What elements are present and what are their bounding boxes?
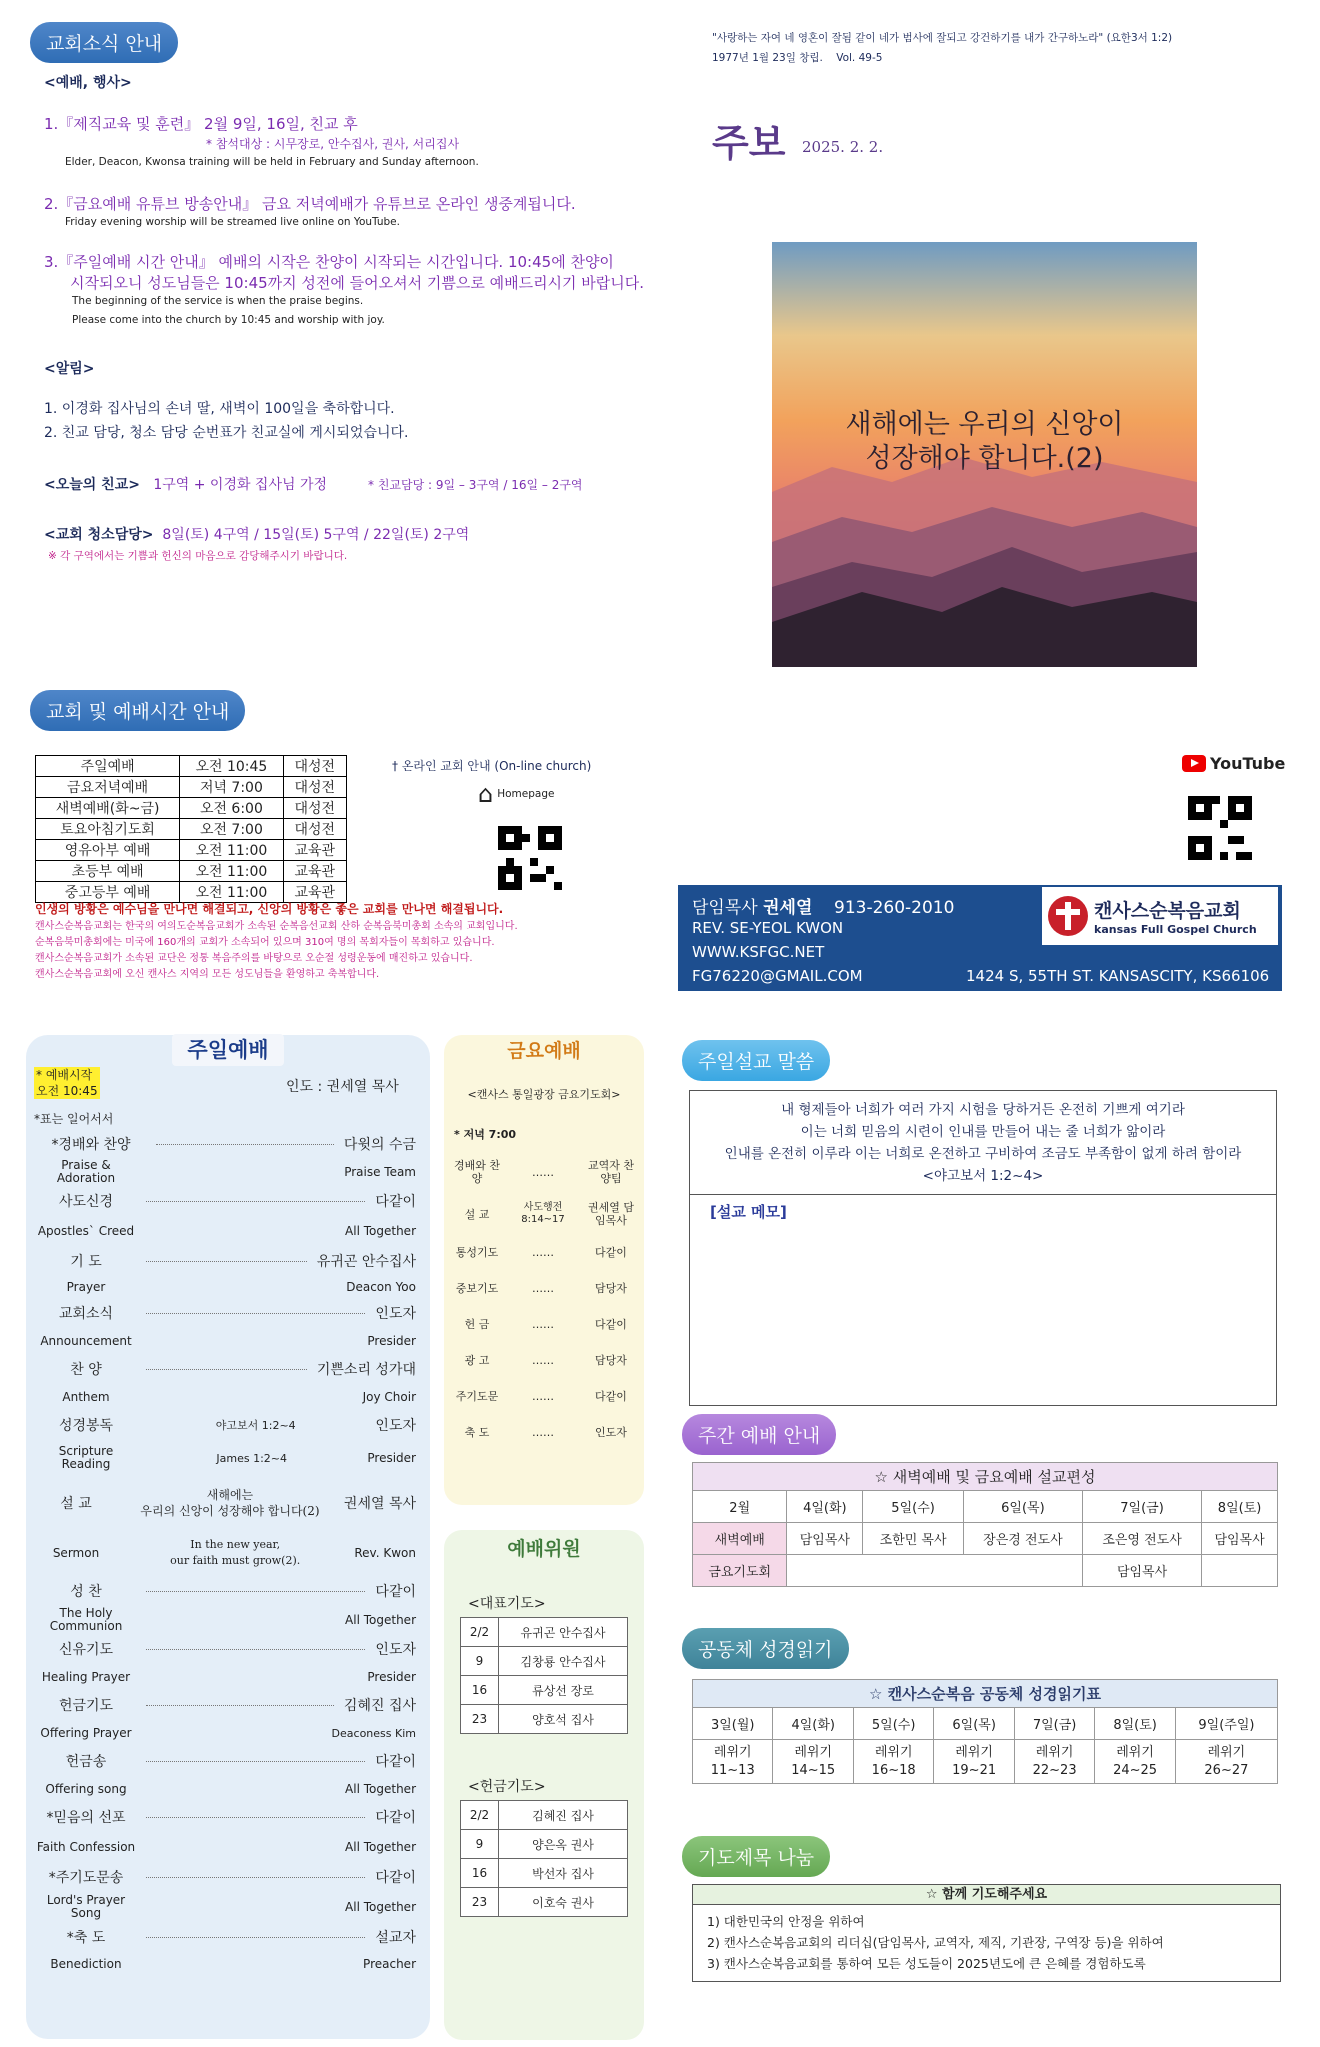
order-item: 신유기도 인도자 [58,1642,416,1658]
bible-reading-table [692,1679,1278,1784]
prayer-header: 기도제목 나눔 [682,1836,830,1877]
sermon-memo-label: [설교 메모] [710,1203,787,1221]
table-row: 초등부 예배 오전 11:00 교육관 [36,861,347,882]
worship-leader: 인도 : 권세열 목사 [286,1079,399,1095]
list-item: 3) 캔사스순복음교회를 통하여 모든 성도들이 2025년도에 큰 은혜를 경험하도록 [707,1956,1146,1971]
bulletin-title: 주보 [712,120,786,165]
table-row: 금요저녁예배 저녁 7:00 대성전 [36,777,347,798]
home-icon: ⌂ [478,780,494,808]
cleaning-note: ※ 각 구역에서는 기쁨과 헌신의 마음으로 감당해주시기 바랍니다. [48,550,348,562]
table-row: 3일(월) 4일(화) 5일(수) 6일(목) 7일(금) 8일(토) 9일(주일) [693,1708,1278,1740]
online-church-label: † 온라인 교회 안내 (On-line church) [392,759,592,773]
order-item: 광 고 …… 담당자 [464,1353,627,1367]
stand-note: *표는 일어서서 [34,1112,114,1126]
sunday-worship-header: 주일예배 [172,1034,284,1066]
offering-prayer-table [460,1800,628,1917]
homepage-link[interactable]: ⌂ Homepage [478,780,555,808]
sermon-header: 주일설교 말씀 [682,1040,830,1081]
church-email[interactable]: FG76220@GMAIL.COM [692,967,863,985]
worship-start: * 예배시작 오전 10:45 [36,1068,98,1098]
table-row: 16 박선자 집사 [461,1859,628,1888]
table-row: 새벽예배(화~금) 오전 6:00 대성전 [36,798,347,819]
table-row: 토요아침기도회 오전 7:00 대성전 [36,819,347,840]
table-row: 레위기 11~13 레위기 14~15 레위기 16~18 레위기 19~21 레위기 22~23 레위기 24~25 레위기 26~27 [693,1740,1278,1784]
order-item: *주기도문송 다같이 [48,1870,416,1886]
pastor-line: 담임목사 권세열 913-260-2010 [692,898,955,918]
table-row: 23 양호석 집사 [461,1705,628,1734]
news-item-3-en2: Please come into the church by 10:45 and worship with joy. [72,314,385,326]
sunday-order: *경배와 찬양 다윗의 수금 Praise & Adoration Praise Team 사도신경 다같이 Apostles` Creed All Together 기 도 유귀곤 안수집사 Prayer Deacon Yoo 교회소식 인도자 Announcement Presider 찬 양 기쁜소리 성가대 Anthem Joy Choir 성경봉독 야고보서 1:2~4 인도자 Scripture Reading James 1:2~4 Presider 설 교 새해에는 우리의 신앙이 성장해야 합니다(2) 권세열 목사 Sermon In the new year, our faith must grow(2). Rev. Kwon 성 찬 다같이 The Holy Communion All Together 신유기도 인도자 Healing Prayer Presider 헌금기도 김혜진 집사 Offering Prayer Deaconess Kim 헌금송 다같이 Offering song All Together *믿음의 선포 다같이 Faith Confession All Together *주기도문송 다같이 Lord's Prayer Song All Together *축 도 설교자 Benediction Preacher [36,1132,416,1978]
news-item-2-en: Friday evening worship will be streamed live online on YouTube. [65,216,400,228]
news-item-1: 1.『제직교육 및 훈련』 2월 9일, 16일, 친교 후 [44,115,358,133]
order-item: *믿음의 선포 다같이 [46,1810,416,1826]
worship-section-title: <예배, 행사> [44,75,132,91]
sermon-verse: 내 형제들아 너희가 여러 가지 시험을 당하거든 온전히 기쁘게 여기라 이는 너희 믿음의 시련이 인내를 만들어 내는 줄 너희가 앎이라 인내를 온전히 이루라 이는 너희로 온전하고 구비하여 조금도 부족함이 없게 하려 함이라 <야고보서 1:2~4> [690,1091,1276,1195]
homepage-qr-icon[interactable] [498,826,562,890]
times-header: 교회 및 예배시간 안내 [30,690,245,731]
order-item: 찬 양 기쁜소리 성가대 [70,1362,416,1378]
order-item: 통성기도 …… 다같이 [455,1245,627,1259]
prayer-box-title: ☆ 함께 기도해주세요 [693,1885,1280,1905]
pastor-en-name: REV. SE-YEOL KWON [692,919,844,937]
weekly-table-title: ☆ 새벽예배 및 금요예배 설교편성 [693,1463,1278,1491]
committee-header: 예배위원 [507,1538,581,1560]
order-item: 교회소식 인도자 [58,1306,416,1322]
fellowship-duty: * 친교담당 : 9일 – 3구역 / 16일 – 2구역 [368,478,583,492]
pastor-band [678,885,1282,991]
news-item-3: 3.『주일예배 시간 안내』 예배의 시작은 찬양이 시작되는 시간입니다. 10:45에 찬양이 [44,253,614,271]
order-item: 헌 금 …… 다같이 [464,1317,627,1331]
bible-header: 공동체 성경읽기 [682,1628,849,1669]
church-cross-icon [1048,896,1088,936]
order-item: 주기도문 …… 다같이 [455,1389,627,1403]
church-intro: 캔사스순복음교회는 한국의 여의도순복음교회가 소속된 순복음선교회 산하 순복음북미총회 소속의 교회입니다. 순복음북미총회에는 미국에 160개의 교회가 소속되어 있으며 310여 명의 목회자들이 목회하고 있습니다. 캔사스순복음교회가 소속된 교단은 정통 복음주의를 바탕으로 오순절 성령운동에 매진하고 있습니다. 캔사스순복음교회에 오신 캔사스 지역의 모든 성도님들을 환영하고 축복합니다. [35,921,518,980]
table-row: 23 이호숙 권사 [461,1888,628,1917]
order-item: 성 찬 다같이 [70,1584,416,1600]
weekly-header: 주간 예배 안내 [682,1414,836,1455]
youtube-qr-icon[interactable] [1188,796,1252,860]
order-item: 경배와 찬양 …… 교역자 찬양팀 [453,1159,634,1185]
weekly-schedule-table [692,1462,1278,1587]
youtube-link[interactable]: YouTube [1182,754,1285,773]
order-item: 헌금송 다같이 [65,1754,416,1770]
list-item: 1) 대한민국의 안정을 위하여 [707,1914,865,1929]
church-logo: 캔사스순복음교회 kansas Full Gospel Church [1042,887,1278,945]
church-website[interactable]: WWW.KSFGC.NET [692,943,825,961]
notice-2: 2. 친교 담당, 청소 담당 순번표가 친교실에 게시되었습니다. [44,425,409,441]
church-motto: 인생의 방황은 예수님을 만나면 해결되고, 신앙의 방황은 좋은 교회를 만나면 해결됩니다. [35,902,504,916]
table-row: 새벽예배 담임목사 조한민 목사 장은경 전도사 조은영 전도사 담임목사 [693,1523,1278,1555]
news-item-2: 2.『금요예배 유튜브 방송안내』 금요 저녁예배가 유튜브로 온라인 생중계됩니다. [44,195,576,213]
order-item: 기 도 유귀곤 안수집사 [70,1254,416,1270]
table-row: 2/2 김혜진 집사 [461,1801,628,1830]
bulletin-date: 2025. 2. 2. [802,138,884,156]
table-row: 영유아부 예배 오전 11:00 교육관 [36,840,347,861]
table-row: 주일예배 오전 10:45 대성전 [36,756,347,777]
table-row: 9 김창룡 안수집사 [461,1647,628,1676]
rep-prayer-table [460,1617,628,1734]
rep-prayer-label: <대표기도> [468,1596,546,1612]
cover-caption: 새해에는 우리의 신앙이 성장해야 합니다.(2) [845,409,1124,474]
news-header: 교회소식 안내 [30,22,178,63]
order-item-sermon: 설 교 새해에는 우리의 신앙이 성장해야 합니다(2) 권세열 목사 [60,1488,416,1518]
verse: "사랑하는 자여 네 영혼이 잘됨 같이 네가 범사에 잘되고 강건하기를 내가 간구하노라" (요한3서 1:2) [712,32,1173,44]
prayer-list [693,1905,1280,1980]
news-item-3-line2: 시작되오니 성도님들은 10:45까지 성전에 들어오셔서 기쁨으로 예배드리시기 바랍니다. [70,274,645,292]
news-item-1-sub: * 참석대상 : 시무장로, 안수집사, 권사, 서리집사 [206,137,460,151]
table-row: 9 양은옥 권사 [461,1830,628,1859]
fellowship-row: <오늘의 친교> 1구역 + 이경화 집사님 가정 [44,477,328,493]
bible-table-title: ☆ 캔사스순복음 공동체 성경읽기표 [693,1680,1278,1708]
table-row: 2월 4일(화) 5일(수) 6일(목) 7일(금) 8일(토) [693,1491,1278,1523]
friday-worship-header: 금요예배 [507,1040,581,1062]
table-row: 2/2 유귀곤 안수집사 [461,1618,628,1647]
friday-time: * 저녁 7:00 [454,1128,517,1141]
friday-subtitle: <캔사스 통일광장 금요기도회> [467,1088,621,1101]
worship-times-table [35,755,347,903]
cleaning-row: <교회 청소담당> 8일(토) 4구역 / 15일(토) 5구역 / 22일(토) 2구역 [44,527,470,543]
order-item: 사도신경 다같이 [58,1194,416,1210]
order-item: 설 교 사도행전 8:14~17 권세열 담임목사 [464,1201,634,1227]
order-item: *축 도 설교자 [66,1930,416,1946]
cover-image [772,242,1197,667]
prayer-box [692,1884,1281,1982]
news-item-3-en1: The beginning of the service is when the praise begins. [72,295,364,307]
founded-line: 1977년 1월 23일 창립. Vol. 49-5 [712,52,883,64]
notice-section-title: <알림> [44,361,95,377]
order-item: *경배와 찬양 다윗의 수금 [51,1137,416,1153]
notice-1: 1. 이경화 집사님의 손녀 딸, 새벽이 100일을 축하합니다. [44,401,395,417]
friday-order [452,1150,638,1450]
order-item: 헌금기도 김혜진 집사 [58,1698,416,1714]
church-address: 1424 S, 55TH ST. KANSASCITY, KS66106 [966,967,1270,985]
table-row: 금요기도회 담임목사 [693,1555,1278,1587]
order-item: 성경봉독 야고보서 1:2~4 인도자 [58,1418,416,1434]
sermon-box [689,1090,1277,1406]
order-item: 축 도 …… 인도자 [464,1425,627,1439]
table-row: 16 류상선 장로 [461,1676,628,1705]
youtube-icon [1182,755,1206,772]
offering-prayer-label: <헌금기도> [468,1779,546,1795]
news-item-1-en: Elder, Deacon, Kwonsa training will be held in February and Sunday afternoon. [65,156,479,168]
list-item: 2) 캔사스순복음교회의 리더십(담임목사, 교역자, 제직, 기관장, 구역장 등)을 위하여 [707,1935,1164,1950]
order-item: 중보기도 …… 담당자 [455,1281,627,1295]
table-row: 중고등부 예배 오전 11:00 교육관 [36,882,347,903]
